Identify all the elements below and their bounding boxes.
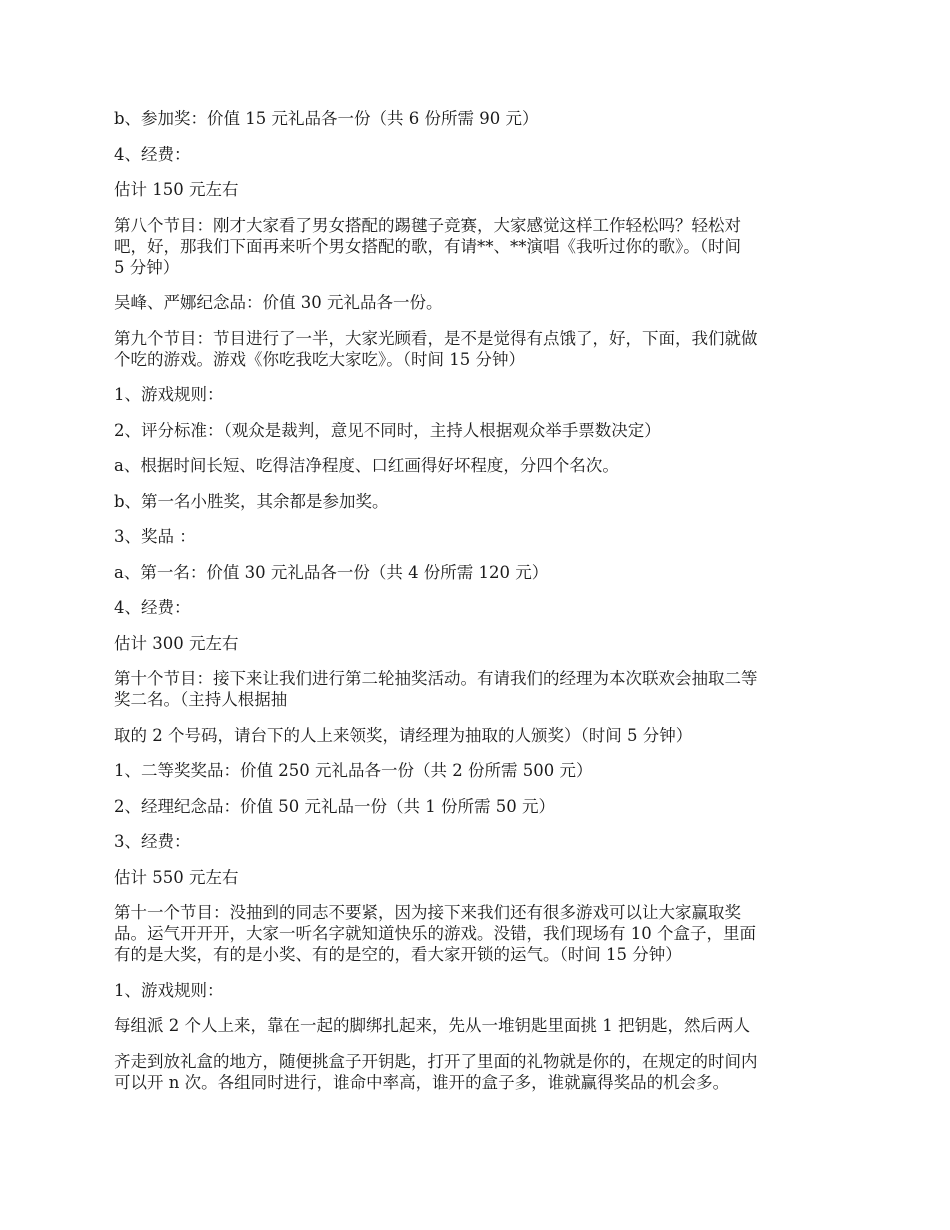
paragraph-11: 3、奖品 ： [114, 527, 196, 546]
paragraph-8: 2、评分标准：（观众是裁判，意见不同时，主持人根据观众举手票数决定） [114, 420, 661, 440]
paragraph-9: a、根据时间长短、吃得洁净程度、口红画得好坏程度，分四个名次。 [114, 456, 619, 475]
paragraph-24: 齐走到放礼盒的地方，随便挑盒子开钥匙，打开了里面的礼物就是你的，在规定的时间内 可以开 n 次。各组同时进行，谁命中率高，谁开的盒子多，谁就赢得奖品的机会多。 [114, 1051, 758, 1092]
paragraph-21: 第十一个节目：没抽到的同志不要紧，因为接下来我们还有很多游戏可以让大家赢取奖 品。运气开开开，大家一听名字就知道快乐的游戏。没错，我们现场有 10 个盒子，里面 有的是大奖，有的是小奖、有的是空的，看大家开锁的运气。（时间 15 分钟） [114, 903, 756, 964]
paragraph-4: 第八个节目：刚才大家看了男女搭配的踢毽子竞赛，大家感觉这样工作轻松吗？轻松对 吧，好，那我们下面再来听个男女搭配的歌，有请**、**演唱《我听过你的歌》。（时间 5 分钟） [114, 215, 741, 277]
paragraph-2: 4、经费： [114, 144, 191, 164]
paragraph-22: 1、游戏规则： [114, 980, 224, 1000]
paragraph-1: b、参加奖：价值 15 元礼品各一份（共 6 份所需 90 元） [114, 109, 539, 128]
paragraph-13: 4、经费： [114, 598, 191, 617]
paragraph-6: 第九个节目：节目进行了一半，大家光顾看，是不是觉得有点饿了，好，下面，我们就做 个吃的游戏。游戏《你吃我吃大家吃》。（时间 15 分钟） [114, 328, 758, 369]
paragraph-17: 1、二等奖奖品：价值 250 元礼品各一份（共 2 份所需 500 元） [114, 761, 593, 780]
paragraph-16: 取的 2 个号码，请台下的人上来领奖，请经理为抽取的人颁奖）（时间 5 分钟） [114, 725, 693, 745]
document-body [114, 108, 840, 1107]
paragraph-20: 估计 550 元左右 [114, 867, 239, 887]
paragraph-19: 3、经费： [114, 832, 191, 851]
paragraph-10: b、第一名小胜奖，其余都是参加奖。 [114, 491, 389, 511]
paragraph-3: 估计 150 元左右 [114, 180, 239, 199]
paragraph-5: 吴峰、严娜纪念品：价值 30 元礼品各一份。 [114, 293, 443, 312]
paragraph-14: 估计 300 元左右 [114, 633, 239, 653]
paragraph-7: 1、游戏规则： [114, 385, 224, 404]
paragraph-18: 2、经理纪念品：价值 50 元礼品一份（共 1 份所需 50 元） [114, 796, 555, 816]
paragraph-23: 每组派 2 个人上来，靠在一起的脚绑扎起来，先从一堆钥匙里面挑 1 把钥匙，然后两人 [114, 1016, 750, 1035]
paragraph-15: 第十个节目：接下来让我们进行第二轮抽奖活动。有请我们的经理为本次联欢会抽取二等 奖二名。（主持人根据抽 [114, 669, 758, 709]
paragraph-12: a、第一名：价值 30 元礼品各一份（共 4 份所需 120 元） [114, 562, 549, 582]
